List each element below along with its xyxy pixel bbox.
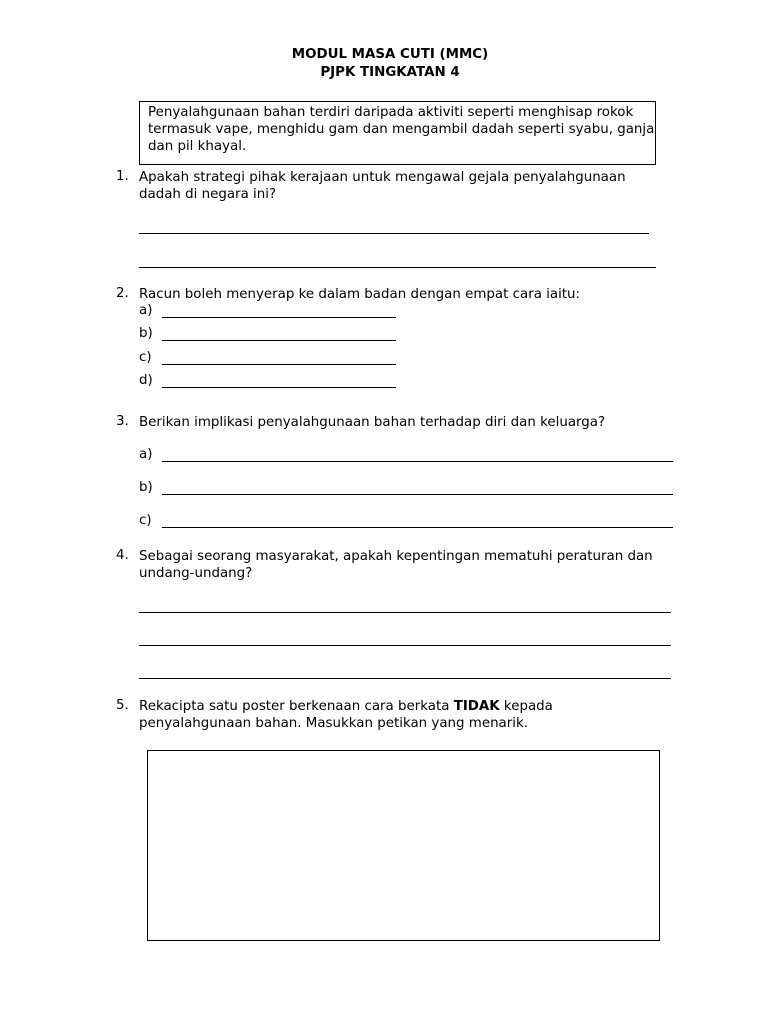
question-4-answer-line-3 — [139, 678, 671, 679]
question-2-option-d: d) — [139, 373, 153, 388]
question-3-answer-line-b — [162, 494, 673, 495]
intro-box — [139, 101, 656, 165]
question-1-answer-line-1 — [139, 233, 649, 234]
question-5-text — [139, 698, 659, 732]
page-subtitle: PJPK TINGKATAN 4 — [320, 65, 460, 80]
question-3-answer-line-a — [162, 461, 673, 462]
question-2-option-c: c) — [139, 350, 152, 365]
question-3-number: 3. — [116, 414, 129, 429]
question-4-text: Sebagai seorang masyarakat, apakah kepentingan mematuhi peraturan dan undang-undang? — [139, 549, 653, 581]
question-2-text: Racun boleh menyerap ke dalam badan dengan empat cara iaitu: — [139, 287, 581, 302]
question-1-answer-line-2 — [139, 267, 656, 268]
question-1-text: Apakah strategi pihak kerajaan untuk mengawal gejala penyalahgunaan dadah di negara ini? — [139, 170, 626, 202]
question-2-option-a: a) — [139, 303, 153, 318]
question-3-answer-line-c — [162, 527, 673, 528]
question-2-answer-line-d — [162, 387, 396, 388]
question-2-answer-line-b — [162, 340, 396, 341]
question-2-answer-line-c — [162, 364, 396, 365]
question-5-number: 5. — [116, 698, 129, 713]
question-5-text-before: Rekacipta satu poster berkenaan cara berkata — [139, 699, 454, 714]
question-3-option-a: a) — [139, 447, 153, 462]
question-5-text-after: kepada penyalahgunaan bahan. Masukkan petikan yang menarik. — [139, 699, 553, 731]
intro-text: Penyalahgunaan bahan terdiri daripada aktiviti seperti menghisap rokok termasuk vape, menghidu gam dan mengambil dadah seperti syabu, ganja dan pil khayal. — [148, 105, 655, 154]
question-3-option-b: b) — [139, 480, 153, 495]
question-3-option-c: c) — [139, 513, 152, 528]
question-2-number: 2. — [116, 286, 129, 301]
question-4-number: 4. — [116, 548, 129, 563]
poster-answer-box — [147, 750, 660, 941]
page-title: MODUL MASA CUTI (MMC) — [291, 47, 489, 62]
question-4-answer-line-1 — [139, 612, 671, 613]
question-3-text: Berikan implikasi penyalahgunaan bahan terhadap diri dan keluarga? — [139, 415, 606, 430]
question-5-text-bold: TIDAK — [453, 699, 500, 714]
question-2-option-b: b) — [139, 326, 153, 341]
question-4-answer-line-2 — [139, 645, 671, 646]
question-1-number: 1. — [116, 169, 129, 184]
question-2-answer-line-a — [162, 317, 396, 318]
